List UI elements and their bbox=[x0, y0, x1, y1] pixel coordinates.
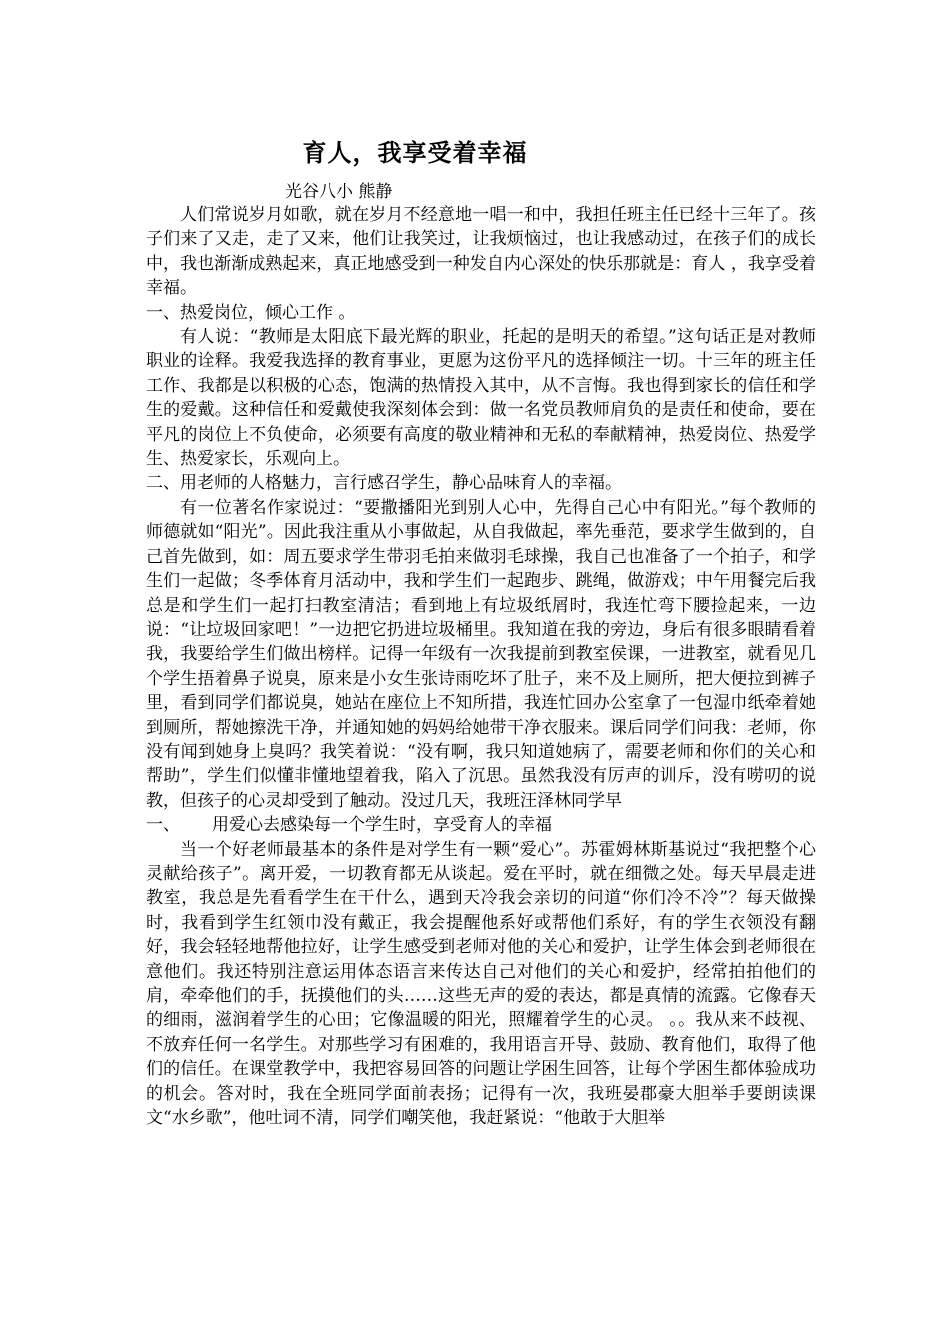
section-2-heading: 二、用老师的人格魅力，言行感召学生，静心品味育人的幸福。 bbox=[146, 473, 622, 494]
intro-paragraph: 人们常说岁月如歌，就在岁月不经意地一唱一和中，我担任班主任已经十三年了。孩子们来了又走，走了又来，他们让我笑过，让我烦恼过，也让我感动过，在孩子们的成长中，我也渐渐成熟起来，真正地感受到一种发自内心深处的快乐那就是：育人 ，我享受着幸福。 bbox=[146, 205, 816, 299]
section-1-paragraph: 有人说：“教师是太阳底下最光辉的职业，托起的是明天的希望。”这句话正是对教师职业的诠释。我爱我选择的教育事业，更愿为这份平凡的选择倾注一切。十三年的班主任工作、我都是以积极的心态，饱满的热情投入其中，从不言悔。我也得到家长的信任和学生的爱戴。这种信任和爱戴使我深刻体会到：做一名党员教师肩负的是责任和使命，要在平凡的岗位上不负使命，必须要有高度的敬业精神和无私的奉献精神，热爱岗位、热爱学生、热爱家长，乐观向上。 bbox=[146, 327, 816, 470]
section-3-paragraph: 当一个好老师最基本的条件是对学生有一颗“爱心”。苏霍姆林斯基说过“我把整个心灵献给孩子”。离开爱，一切教育都无从谈起。爱在平时，就在细微之处。每天早晨走进教室，我总是先看看学生在干什么，遇到天冷我会亲切的问道“你们冷不冷”？每天做操时，我看到学生红领巾没有戴正，我会提醒他系好或帮他们系好，有的学生衣领没有翻好，我会轻轻地帮他拉好，让学生感受到老师对他的关心和爱护，让学生体会到老师很在意他们。我还特别注意运用体态语言来传达自己对他们的关心和爱护，经常拍拍他们的肩，牵牵他们的手，抚摸他们的头……这些无声的爱的表达，都是真情的流露。它像春天的细雨，滋润着学生的心田；它像温暖的阳光，照耀着学生的心灵。 。。我从来不歧视、不放弃任何一名学生。对那些学习有困难的，我用语言开导、鼓励、教育他们，取得了他们的信任。在课堂教学中，我把容易回答的问题让学困生回答，让每个学困生都体验成功的机会。答对时，我在全班同学面前表扬；记得有一次，我班晏郡豪大胆举手要朗读课文“水乡歌”，他吐词不清，同学们嘲笑他，我赶紧说：“他敢于大胆举 bbox=[146, 839, 816, 1129]
document-title: 育人，我享受着幸福 bbox=[302, 139, 528, 167]
section-3-heading bbox=[146, 813, 816, 837]
section-1-heading: 一、热爱岗位，倾心工作 。 bbox=[146, 302, 356, 323]
section-3-heading-text: 用爱心去感染每一个学生时，享受育人的幸福 bbox=[212, 815, 552, 836]
section-2-paragraph: 有一位著名作家说过：“要撒播阳光到别人心中，先得自己心中有阳光。”每个教师的师德就如“阳光”。因此我注重从小事做起，从自我做起，率先垂范，要求学生做到的，自己首先做到，如：周五要求学生带羽毛拍来做羽毛球操，我自己也准备了一个拍子，和学生们一起做；冬季体育月活动中，我和学生们一起跑步、跳绳，做游戏；中午用餐完后我总是和学生们一起打扫教室清洁；看到地上有垃圾纸屑时，我连忙弯下腰捡起来，一边说：“让垃圾回家吧！”一边把它扔进垃圾桶里。我知道在我的旁边，身后有很多眼睛看着我，我要给学生们做出榜样。记得一年级有一次我提前到教室侯课，一进教室，就看见几个学生捂着鼻子说臭，原来是小女生张诗雨吃坏了肚子，来不及上厕所，把大便拉到裤子里，看到同学们都说臭，她站在座位上不知所措，我连忙回办公室拿了一包湿巾纸牵着她到厕所，帮她擦洗干净，并通知她的妈妈给她带干净衣服来。课后同学们问我：老师，你没有闻到她身上臭吗？我笑着说：“没有啊，我只知道她病了，需要老师和你们的关心和帮助”，学生们似懂非懂地望着我，陷入了沉思。虽然我没有厉声的训斥，没有唠叨的说教，但孩子的心灵却受到了触动。没过几天，我班汪泽林同学早 bbox=[146, 497, 816, 811]
author-line: 光谷八小 熊静 bbox=[285, 182, 393, 202]
document-body bbox=[146, 203, 816, 1130]
section-3-number: 一、 bbox=[146, 815, 180, 836]
